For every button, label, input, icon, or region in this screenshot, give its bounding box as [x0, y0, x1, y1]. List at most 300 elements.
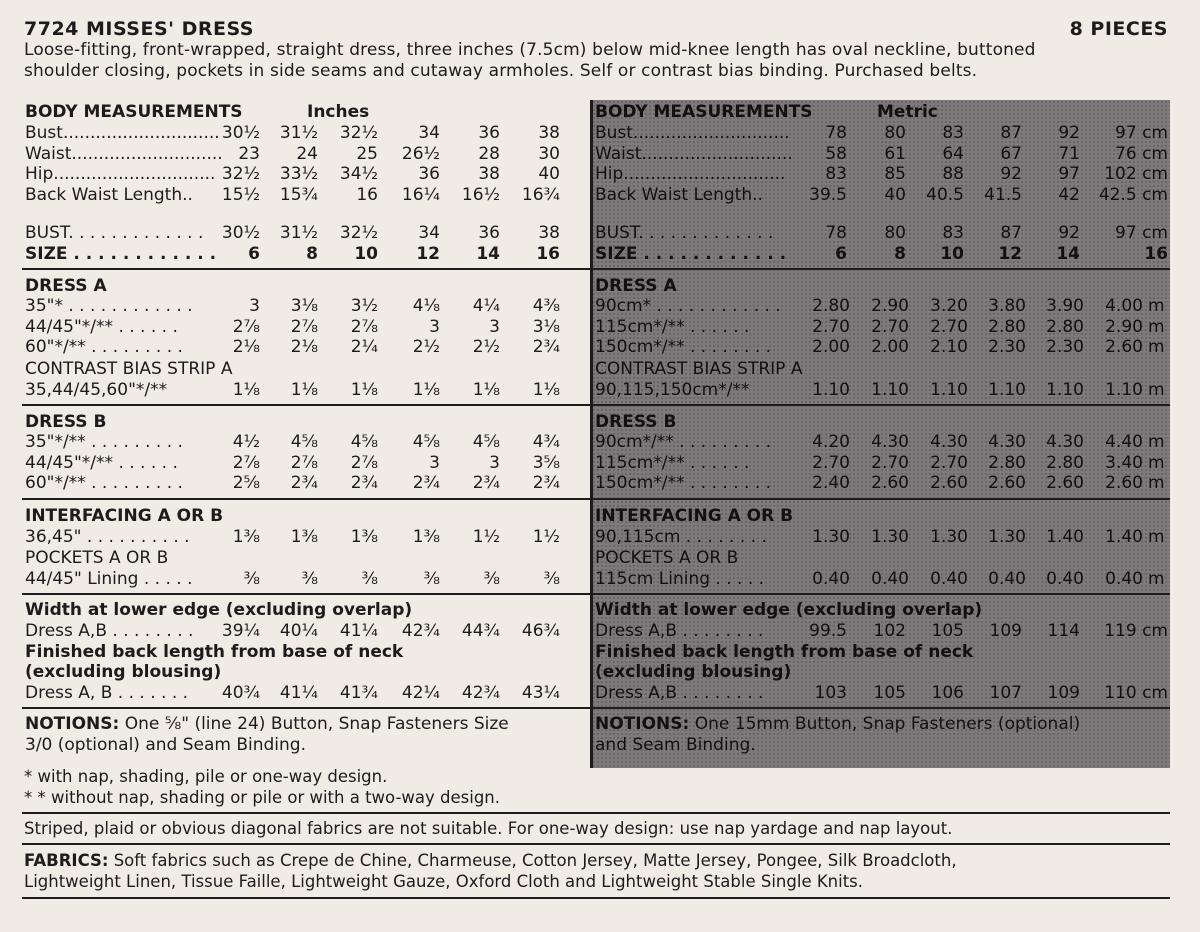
dress-b-yardage-value: 2.60	[930, 473, 968, 493]
dress-b-yardage-value: 2⅞	[232, 452, 260, 473]
body-measurement-value: 39.5	[809, 184, 847, 205]
size-row-value: 12	[998, 244, 1022, 264]
section-divider	[592, 404, 1170, 406]
description-line: Loose-fitting, front-wrapped, straight dress, three inches (7.5cm) below mid-knee length has oval neckline, buttoned	[24, 40, 1036, 60]
dress-b-yardage-label: 150cm*/** . . . . . . . .	[595, 473, 772, 493]
body-measurement-value: 76 cm	[1115, 143, 1168, 164]
bias-strip-value: 1.10	[930, 380, 968, 400]
body-measurement-value: 16¾	[521, 184, 560, 205]
unit-heading: Metric	[877, 102, 938, 122]
dress-b-yardage-value: 2.60	[1046, 473, 1084, 493]
finished-length-value: 41¾	[339, 683, 378, 703]
bust-row-value: 31½	[279, 223, 318, 243]
width-heading: Width at lower edge (excluding overlap)	[25, 600, 413, 620]
dress-a-yardage-value: 3	[429, 316, 440, 337]
body-measurement-label: Waist............................	[25, 143, 223, 164]
width-value-row-value: 42¾	[401, 621, 440, 641]
body-measurement-value: 38	[478, 164, 500, 184]
body-measurement-value: 92	[1000, 164, 1022, 184]
body-measurement-value: 34½	[339, 164, 378, 184]
finished-length-value: 106	[931, 683, 964, 703]
dress-a-yardage-label: 150cm*/** . . . . . . . .	[595, 337, 772, 357]
bias-strip-value: 1.10	[871, 380, 909, 400]
pockets-lining-value: ⅜	[301, 569, 318, 589]
width-value-row-value: 40¼	[279, 621, 318, 641]
finished-length-heading: Finished back length from base of neck	[25, 642, 404, 662]
dress-a-yardage-value: 2⅞	[290, 316, 318, 337]
size-row-value: 8	[306, 244, 318, 264]
dress-a-yardage-value: 3⅛	[532, 316, 560, 337]
dress-a-yardage-value: 2⅞	[350, 316, 378, 337]
body-measurement-value: 83	[942, 123, 964, 143]
bust-row-value: 30½	[221, 223, 260, 243]
width-value-row-value: 39¼	[221, 621, 260, 641]
size-row-label: SIZE . . . . . . . . . . . .	[595, 244, 787, 264]
bias-strip-value: 1.10	[988, 380, 1026, 400]
body-measurement-value: 102 cm	[1104, 164, 1168, 184]
finished-length-value: 110 cm	[1104, 683, 1168, 703]
interfacing-value: m	[1148, 527, 1165, 547]
interfacing-value: 1⅜	[290, 527, 318, 547]
fabrics-line	[24, 851, 957, 871]
body-measurement-label: Back Waist Length..	[25, 184, 193, 205]
notions-label: NOTIONS:	[595, 714, 690, 734]
dress-b-yardage-value: 4.30	[988, 432, 1026, 452]
bias-strip-value: 1⅛	[532, 380, 560, 400]
finished-length-value: 105	[873, 683, 906, 703]
bias-strip-heading: CONTRAST BIAS STRIP A	[595, 359, 803, 379]
dress-b-yardage-label: 35"*/** . . . . . . . . .	[25, 432, 183, 452]
fabrics-label: FABRICS:	[24, 851, 109, 870]
dress-a-yardage-value: 2.30	[988, 337, 1026, 357]
dress-a-yardage-label: 60"*/** . . . . . . . . .	[25, 337, 183, 357]
width-value-row-value: 114	[1047, 621, 1080, 641]
body-measurement-value: 30½	[221, 123, 260, 143]
pockets-heading: POCKETS A OR B	[25, 548, 169, 568]
bias-strip-value: 1⅛	[472, 380, 500, 400]
bias-strip-value: 1.10	[1046, 380, 1084, 400]
body-measurement-value: 61	[884, 143, 906, 164]
interfacing-heading: INTERFACING A OR B	[25, 506, 224, 526]
dress-a-yardage-value: 2.10	[930, 337, 968, 357]
section-divider	[22, 593, 592, 595]
dress-b-yardage-value: 2¾	[350, 473, 378, 493]
size-row-value: 10	[940, 244, 964, 264]
section-divider	[592, 498, 1170, 500]
bias-strip-value: 1⅛	[290, 380, 318, 400]
body-measurement-value: 15¾	[279, 184, 318, 205]
dress-a-heading: DRESS A	[595, 276, 677, 296]
finished-length-label: Dress A,B . . . . . . . .	[595, 683, 764, 703]
notions-line	[595, 714, 1080, 734]
dress-b-yardage-value: 2¾	[412, 473, 440, 493]
body-measurement-label: Back Waist Length..	[595, 184, 763, 205]
pockets-lining-value: 0.40	[1046, 569, 1084, 589]
width-value-row-label: Dress A,B . . . . . . . .	[595, 621, 764, 641]
pockets-lining-label: 115cm Lining . . . . .	[595, 569, 765, 589]
interfacing-value: 1.40	[1105, 527, 1143, 547]
dress-a-yardage-value: 2.80	[812, 296, 850, 316]
divider	[22, 843, 1170, 845]
finished-length-subheading: (excluding blousing)	[25, 662, 222, 682]
pockets-heading: POCKETS A OR B	[595, 548, 739, 568]
bust-row-value: 32½	[339, 223, 378, 243]
section-divider	[592, 707, 1170, 709]
body-measurement-label: Bust.............................	[595, 123, 790, 143]
width-value-row-value: 102	[873, 621, 906, 641]
pockets-lining-label: 44/45" Lining . . . . .	[25, 569, 193, 589]
bust-row-value: 92	[1058, 223, 1080, 243]
dress-a-yardage-value: 3	[249, 296, 260, 316]
body-measurement-label: Hip..............................	[595, 164, 786, 184]
body-measurement-value: 40	[538, 164, 560, 184]
dress-a-yardage-value: 2.60	[1105, 337, 1143, 357]
body-measurement-value: 97	[1058, 164, 1080, 184]
body-measurement-value: 64	[942, 143, 964, 164]
dress-b-yardage-value: 4⅝	[290, 432, 318, 452]
dress-a-yardage-value: 2.70	[930, 316, 968, 337]
body-measurement-value: 78	[825, 123, 847, 143]
width-value-row-value: 41¼	[339, 621, 378, 641]
dress-b-yardage-value: 2¾	[472, 473, 500, 493]
dress-b-yardage-value: 4¾	[532, 432, 560, 452]
body-measurement-value: 16	[356, 184, 378, 205]
finished-length-value: 41¼	[279, 683, 318, 703]
notions-text: and Seam Binding.	[595, 735, 756, 755]
dress-b-heading: DRESS B	[25, 412, 107, 432]
finished-length-value: 103	[814, 683, 847, 703]
dress-a-yardage-value: m	[1148, 316, 1165, 337]
finished-length-heading: Finished back length from base of neck	[595, 642, 974, 662]
bust-row-value: 36	[478, 223, 500, 243]
bust-row-value: 80	[884, 223, 906, 243]
interfacing-value: 1½	[472, 527, 500, 547]
dress-a-yardage-value: 4⅜	[532, 296, 560, 316]
dress-b-yardage-value: 2.60	[871, 473, 909, 493]
size-row-value: 16	[1144, 244, 1168, 264]
dress-a-yardage-value: 2½	[472, 337, 500, 357]
body-measurement-value: 28	[478, 143, 500, 164]
interfacing-label: 90,115cm . . . . . . . .	[595, 527, 767, 547]
size-row-value: 6	[835, 244, 847, 264]
dress-a-yardage-value: 2.30	[1046, 337, 1084, 357]
body-measurement-value: 40	[884, 184, 906, 205]
pockets-lining-value: m	[1148, 569, 1165, 589]
dress-a-yardage-value: 3⅛	[290, 296, 318, 316]
bust-row-value: 97 cm	[1115, 223, 1168, 243]
interfacing-value: 1⅜	[412, 527, 440, 547]
bust-row-value: 83	[942, 223, 964, 243]
pockets-lining-value: 0.40	[871, 569, 909, 589]
dress-b-yardage-value: 3	[489, 452, 500, 473]
bias-strip-value: 1⅛	[232, 380, 260, 400]
dress-b-yardage-label: 44/45"*/** . . . . . .	[25, 452, 178, 473]
body-measurements-heading: BODY MEASUREMENTS	[595, 102, 813, 122]
finished-length-label: Dress A, B . . . . . . .	[25, 683, 189, 703]
bust-row-value: 34	[418, 223, 440, 243]
dress-b-yardage-value: 4.40	[1105, 432, 1143, 452]
pockets-lining-value: ⅜	[423, 569, 440, 589]
dress-a-yardage-value: 2.90	[871, 296, 909, 316]
bias-strip-heading: CONTRAST BIAS STRIP A	[25, 359, 233, 379]
width-value-row-value: 119 cm	[1104, 621, 1168, 641]
interfacing-value: 1½	[532, 527, 560, 547]
size-row-value: 8	[894, 244, 906, 264]
body-measurement-value: 42	[1058, 184, 1080, 205]
body-measurement-value: 33½	[279, 164, 318, 184]
dress-b-yardage-value: 4½	[232, 432, 260, 452]
bias-strip-value: 1.10	[1105, 380, 1143, 400]
interfacing-label: 36,45" . . . . . . . . . .	[25, 527, 190, 547]
dress-b-heading: DRESS B	[595, 412, 677, 432]
body-measurement-value: 34	[418, 123, 440, 143]
body-measurement-value: 87	[1000, 123, 1022, 143]
width-value-row-label: Dress A,B . . . . . . . .	[25, 621, 194, 641]
pockets-lining-value: ⅜	[543, 569, 560, 589]
dress-a-yardage-value: 3.90	[1046, 296, 1084, 316]
footnote-without-nap: * * without nap, shading or pile or with a two-way design.	[24, 788, 501, 807]
bust-row-value: 38	[538, 223, 560, 243]
dress-b-yardage-value: 4.20	[812, 432, 850, 452]
dress-b-yardage-value: m	[1148, 432, 1165, 452]
finished-length-value: 40¾	[221, 683, 260, 703]
body-measurement-value: 42.5 cm	[1098, 184, 1168, 205]
size-row-value: 6	[248, 244, 260, 264]
metric-table	[592, 100, 1170, 768]
dress-b-yardage-value: 2⅝	[232, 473, 260, 493]
pockets-lining-value: ⅜	[361, 569, 378, 589]
pockets-lining-value: 0.40	[988, 569, 1026, 589]
dress-a-heading: DRESS A	[25, 276, 107, 296]
body-measurement-value: 71	[1058, 143, 1080, 164]
body-measurement-value: 80	[884, 123, 906, 143]
dress-b-yardage-label: 115cm*/** . . . . . .	[595, 452, 750, 473]
divider	[22, 812, 1170, 814]
body-measurement-value: 92	[1058, 123, 1080, 143]
dress-a-yardage-value: 2.80	[988, 316, 1026, 337]
size-row-value: 16	[536, 244, 560, 264]
dress-a-yardage-value: 3½	[350, 296, 378, 316]
dress-b-yardage-value: 2.60	[1105, 473, 1143, 493]
finished-length-value: 43¼	[521, 683, 560, 703]
finished-length-value: 107	[989, 683, 1022, 703]
dress-a-yardage-label: 115cm*/** . . . . . .	[595, 316, 750, 337]
size-row-value: 14	[1056, 244, 1080, 264]
dress-a-yardage-value: 2⅞	[232, 316, 260, 337]
notions-label: NOTIONS:	[25, 714, 120, 734]
pockets-lining-value: 0.40	[812, 569, 850, 589]
dress-b-yardage-value: 3.40	[1105, 452, 1143, 473]
dress-a-yardage-value: 4¼	[472, 296, 500, 316]
fabric-warning: Striped, plaid or obvious diagonal fabrics are not suitable. For one-way design: use nap yardage and nap layout.	[24, 819, 953, 838]
dress-b-yardage-value: 2⅞	[350, 452, 378, 473]
interfacing-heading: INTERFACING A OR B	[595, 506, 794, 526]
section-divider	[22, 268, 592, 270]
dress-a-yardage-label: 35"* . . . . . . . . . . . .	[25, 296, 193, 316]
dress-b-yardage-value: 2.60	[988, 473, 1026, 493]
bust-row-label: BUST. . . . . . . . . . . . .	[595, 223, 774, 243]
fabrics-text: Soft fabrics such as Crepe de Chine, Charmeuse, Cotton Jersey, Matte Jersey, Pongee, Silk Broadcloth,	[108, 851, 957, 870]
dress-b-yardage-value: 2¾	[532, 473, 560, 493]
notions-text: One 15mm Button, Snap Fasteners (optional)	[689, 714, 1081, 734]
body-measurement-value: 58	[825, 143, 847, 164]
body-measurement-label: Bust.............................	[25, 123, 220, 143]
dress-b-yardage-value: 2.70	[812, 452, 850, 473]
body-measurement-value: 67	[1000, 143, 1022, 164]
pockets-lining-value: ⅜	[483, 569, 500, 589]
body-measurement-value: 83	[825, 164, 847, 184]
column-divider	[590, 100, 593, 768]
body-measurement-value: 85	[884, 164, 906, 184]
body-measurement-label: Waist............................	[595, 143, 793, 164]
dress-b-yardage-label: 90cm*/** . . . . . . . . .	[595, 432, 772, 452]
pieces-count: 8 PIECES	[1069, 18, 1168, 40]
interfacing-value: 1.30	[988, 527, 1026, 547]
pattern-title: 7724 MISSES' DRESS	[24, 18, 254, 40]
dress-a-yardage-value: 2⅛	[232, 337, 260, 357]
bust-row-label: BUST. . . . . . . . . . . . .	[25, 223, 204, 243]
dress-a-yardage-value: 2⅛	[290, 337, 318, 357]
notions-text: One ⅝" (line 24) Button, Snap Fasteners Size	[119, 714, 509, 734]
interfacing-value: 1.30	[871, 527, 909, 547]
dress-a-yardage-value: 2.00	[812, 337, 850, 357]
finished-length-value: 42¾	[461, 683, 500, 703]
dress-b-yardage-value: 4.30	[871, 432, 909, 452]
width-value-row-value: 105	[931, 621, 964, 641]
finished-length-subheading: (excluding blousing)	[595, 662, 792, 682]
interfacing-value: 1⅜	[232, 527, 260, 547]
dress-b-yardage-value: 4.30	[1046, 432, 1084, 452]
body-measurement-value: 97 cm	[1115, 123, 1168, 143]
dress-a-yardage-value: 3.20	[930, 296, 968, 316]
size-row-value: 12	[416, 244, 440, 264]
dress-a-yardage-value: 2¾	[532, 337, 560, 357]
pockets-lining-value: 0.40	[1105, 569, 1143, 589]
dress-a-yardage-value: 3	[489, 316, 500, 337]
width-value-row-value: 44¾	[461, 621, 500, 641]
body-measurement-value: 16½	[461, 184, 500, 205]
body-measurement-value: 25	[356, 143, 378, 164]
body-measurement-value: 30	[538, 143, 560, 164]
size-row-value: 10	[354, 244, 378, 264]
bias-strip-value: 1⅛	[350, 380, 378, 400]
width-value-row-value: 46¾	[521, 621, 560, 641]
notions-text: 3/0 (optional) and Seam Binding.	[25, 735, 306, 755]
dress-a-yardage-value: 3.80	[988, 296, 1026, 316]
body-measurement-value: 38	[538, 123, 560, 143]
section-divider	[592, 268, 1170, 270]
section-divider	[22, 404, 592, 406]
dress-a-yardage-label: 90cm* . . . . . . . . . . . .	[595, 296, 781, 316]
bias-strip-label: 35,44/45,60"*/**	[25, 380, 168, 400]
width-value-row-value: 109	[989, 621, 1022, 641]
body-measurement-value: 23	[238, 143, 260, 164]
description-line: shoulder closing, pockets in side seams and cutaway armholes. Self or contrast bias binding. Purchased belts.	[24, 61, 978, 81]
body-measurement-value: 31½	[279, 123, 318, 143]
body-measurement-value: 88	[942, 164, 964, 184]
interfacing-value: 1.30	[812, 527, 850, 547]
pockets-lining-value: 0.40	[930, 569, 968, 589]
size-row-label: SIZE . . . . . . . . . . . .	[25, 244, 217, 264]
dress-b-yardage-value: 2.70	[871, 452, 909, 473]
body-measurement-value: 32½	[339, 123, 378, 143]
body-measurement-value: 24	[296, 143, 318, 164]
footnote-nap: * with nap, shading, pile or one-way design.	[24, 767, 388, 786]
divider	[22, 897, 1170, 899]
body-measurement-value: 41.5	[984, 184, 1022, 205]
bias-strip-label: 90,115,150cm*/**	[595, 380, 750, 400]
bust-row-value: 78	[825, 223, 847, 243]
dress-b-yardage-value: 3	[429, 452, 440, 473]
dress-a-yardage-value: m	[1148, 296, 1165, 316]
interfacing-value: 1⅜	[350, 527, 378, 547]
bust-row-value: 87	[1000, 223, 1022, 243]
dress-b-yardage-value: m	[1148, 452, 1165, 473]
body-measurement-value: 40.5	[926, 184, 964, 205]
dress-b-yardage-value: 2.80	[988, 452, 1026, 473]
dress-a-yardage-value: 4.00	[1105, 296, 1143, 316]
dress-b-yardage-value: 2.70	[930, 452, 968, 473]
body-measurement-value: 32½	[221, 164, 260, 184]
section-divider	[22, 498, 592, 500]
finished-length-value: 42¼	[401, 683, 440, 703]
dress-b-yardage-value: 3⅝	[532, 452, 560, 473]
interfacing-value: 1.30	[930, 527, 968, 547]
size-row-value: 14	[476, 244, 500, 264]
body-measurements-heading: BODY MEASUREMENTS	[25, 102, 243, 122]
body-measurement-value: 36	[418, 164, 440, 184]
unit-heading: Inches	[307, 102, 370, 122]
dress-b-yardage-value: 4⅝	[350, 432, 378, 452]
dress-b-yardage-value: 4⅝	[412, 432, 440, 452]
dress-a-yardage-value: 2¼	[350, 337, 378, 357]
width-value-row-value: 99.5	[809, 621, 847, 641]
section-divider	[592, 593, 1170, 595]
bias-strip-value: m	[1148, 380, 1165, 400]
bias-strip-value: 1⅛	[412, 380, 440, 400]
dress-b-yardage-value: 2.80	[1046, 452, 1084, 473]
pockets-lining-value: ⅜	[243, 569, 260, 589]
dress-a-yardage-label: 44/45"*/** . . . . . .	[25, 316, 178, 337]
dress-b-yardage-value: 2.40	[812, 473, 850, 493]
dress-a-yardage-value: 2.70	[871, 316, 909, 337]
bias-strip-value: 1.10	[812, 380, 850, 400]
section-divider	[22, 707, 592, 709]
body-measurement-value: 26½	[401, 143, 440, 164]
dress-a-yardage-value: 4⅛	[412, 296, 440, 316]
body-measurement-value: 16¼	[401, 184, 440, 205]
finished-length-value: 109	[1047, 683, 1080, 703]
dress-b-yardage-value: 2⅞	[290, 452, 318, 473]
dress-b-yardage-value: 4⅝	[472, 432, 500, 452]
description	[24, 40, 1174, 82]
dress-a-yardage-value: 2½	[412, 337, 440, 357]
notions-line	[25, 714, 509, 734]
body-measurement-value: 15½	[221, 184, 260, 205]
inches-table	[22, 100, 592, 768]
interfacing-value: 1.40	[1046, 527, 1084, 547]
dress-a-yardage-value: 2.90	[1105, 316, 1143, 337]
dress-a-yardage-value: 2.80	[1046, 316, 1084, 337]
width-heading: Width at lower edge (excluding overlap)	[595, 600, 983, 620]
dress-a-yardage-value: 2.70	[812, 316, 850, 337]
fabrics-line: Lightweight Linen, Tissue Faille, Lightweight Gauze, Oxford Cloth and Lightweight Stable Single Knits.	[24, 872, 864, 891]
dress-b-yardage-label: 60"*/** . . . . . . . . .	[25, 473, 183, 493]
dress-b-yardage-value: 2¾	[290, 473, 318, 493]
body-measurement-label: Hip..............................	[25, 164, 216, 184]
body-measurement-value: 36	[478, 123, 500, 143]
dress-b-yardage-value: m	[1148, 473, 1165, 493]
